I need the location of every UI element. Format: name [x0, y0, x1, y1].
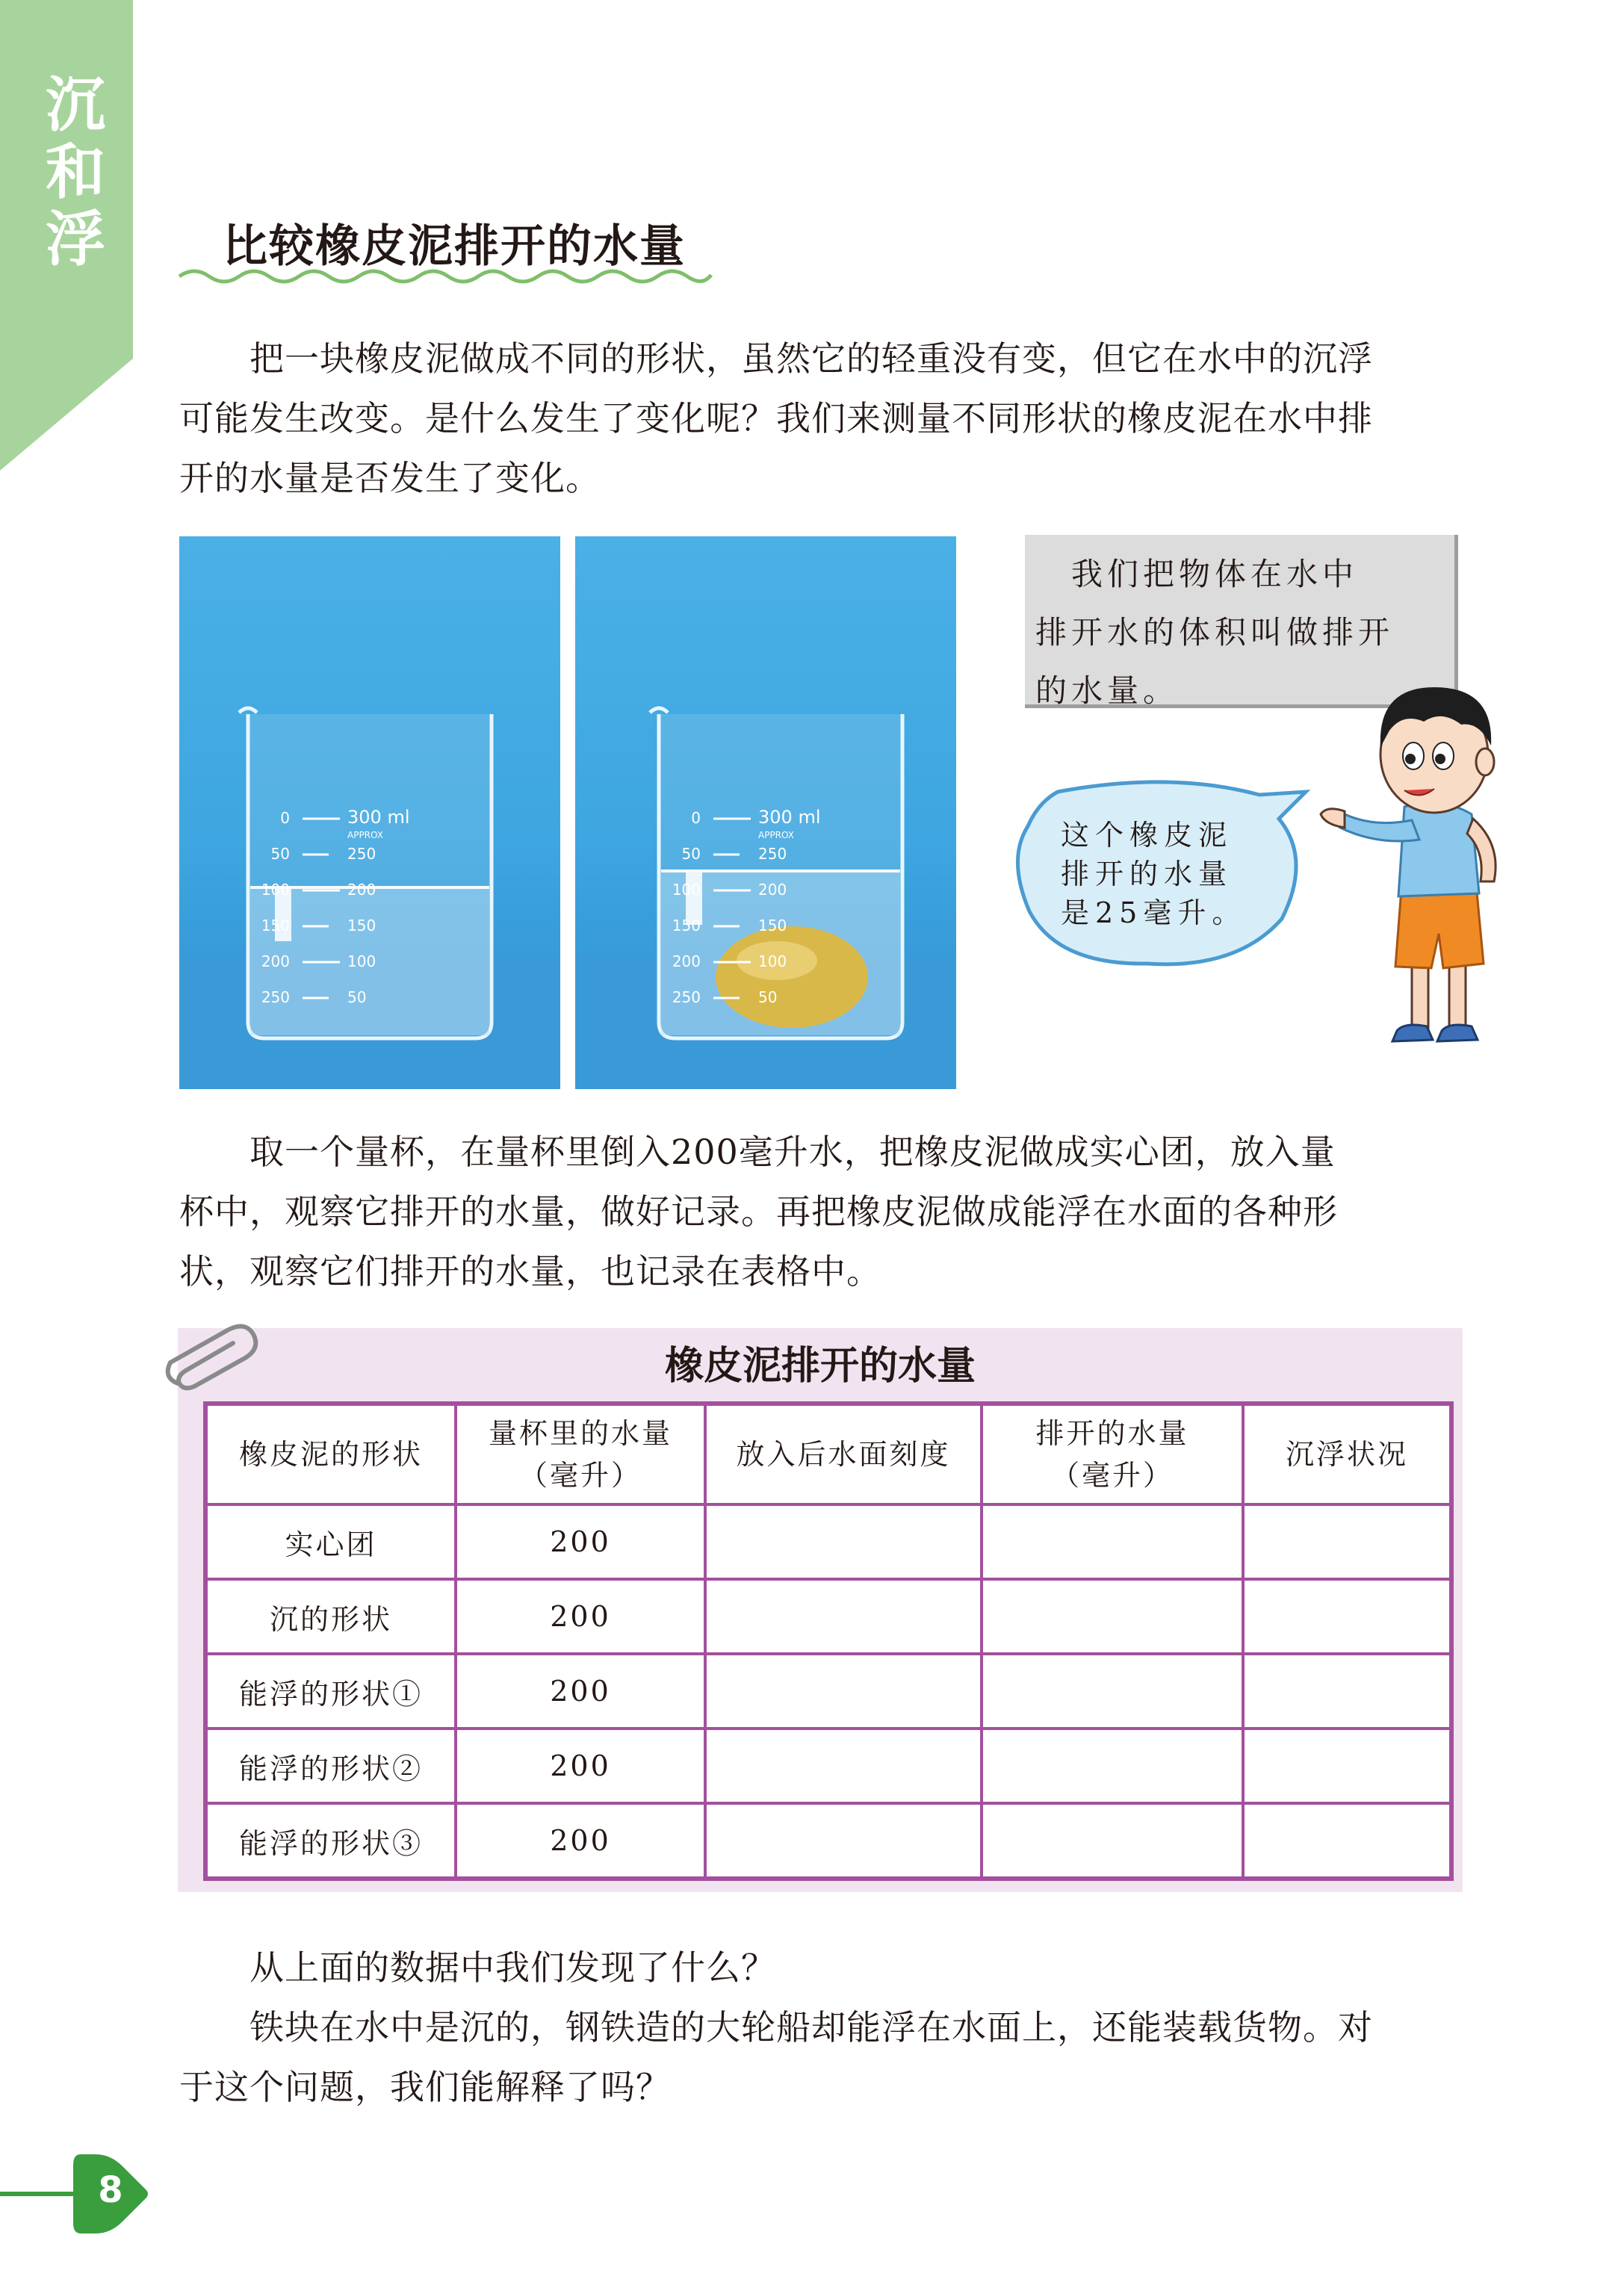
scale-approx-label: APPROX: [758, 830, 794, 840]
chapter-tab-char: 浮: [46, 205, 105, 274]
header-text: 量杯里的水量: [488, 1417, 672, 1450]
header-unit: （毫升）: [518, 1459, 642, 1492]
cell-water: 200: [456, 1504, 705, 1579]
scale-left-label: 250: [261, 988, 290, 1006]
scale-right-label: 200: [758, 881, 787, 899]
cell-float-sink[interactable]: [1243, 1504, 1451, 1579]
header-unit: （毫升）: [1050, 1459, 1174, 1492]
cell-level[interactable]: [705, 1579, 982, 1654]
scale-left-label: 200: [261, 952, 290, 970]
cell-level[interactable]: [705, 1654, 982, 1729]
cell-water: 200: [456, 1579, 705, 1654]
note-line: 我们把物体在水中: [1035, 556, 1359, 592]
intro-line: 开的水量是否发生了变化。: [179, 458, 601, 498]
scale-left-label: 0: [280, 809, 290, 827]
cell-level[interactable]: [705, 1803, 982, 1879]
scale-right-label: 150: [347, 917, 376, 934]
scale-left-label: 100: [261, 881, 290, 899]
cartoon-boy: [1315, 657, 1546, 1076]
table-row: [205, 1729, 1451, 1803]
scale-left-label: 150: [672, 917, 701, 934]
closing-line: 铁块在水中是沉的，钢铁造的大轮船却能浮在水面上，还能装载货物。对: [179, 2007, 1373, 2047]
chapter-tab-char: 沉: [46, 70, 105, 140]
cell-shape: 能浮的形状①: [205, 1654, 456, 1729]
table-title: 橡皮泥排开的水量: [664, 1344, 976, 1389]
title-underline-wave: [176, 263, 714, 285]
procedure-paragraph: [179, 1122, 1479, 1301]
cell-float-sink[interactable]: [1243, 1654, 1451, 1729]
note-line: 的水量。: [1035, 672, 1180, 709]
cell-shape: 能浮的形状②: [205, 1729, 456, 1803]
scale-ml-label: 300 ml: [347, 807, 410, 828]
scale-right-label: 250: [758, 845, 787, 863]
header-text: 橡皮泥的形状: [238, 1438, 423, 1471]
intro-paragraph: [179, 329, 1479, 508]
scale-left-label: 200: [672, 952, 701, 970]
cell-float-sink[interactable]: [1243, 1729, 1451, 1803]
data-table: [203, 1401, 1454, 1881]
cell-water: 200: [456, 1803, 705, 1879]
cell-displaced[interactable]: [982, 1803, 1243, 1879]
side-tab-corner: [0, 359, 133, 471]
scale-right-label: 200: [347, 881, 376, 899]
header-text: 排开的水量: [1035, 1417, 1189, 1450]
bubble-line: 这个橡皮泥: [1061, 819, 1233, 852]
scale-ml-label: 300 ml: [758, 807, 821, 828]
cell-float-sink[interactable]: [1243, 1803, 1451, 1879]
scale-left-label: 250: [672, 988, 701, 1006]
closing-line: 于这个问题，我们能解释了吗？: [179, 2067, 671, 2107]
scale-right-label: 150: [758, 917, 787, 934]
beaker-water-illustration: [179, 536, 560, 1089]
cell-level[interactable]: [705, 1729, 982, 1803]
procedure-line: 杯中，观察它排开的水量，做好记录。再把橡皮泥做成能浮在水面的各种形: [179, 1191, 1338, 1232]
table-row: [205, 1803, 1451, 1879]
scale-right-label: 250: [347, 845, 376, 863]
beaker-photo-clay: [575, 536, 956, 1089]
page-number: 8: [98, 2169, 123, 2211]
header-text: 沉浮状况: [1285, 1438, 1408, 1471]
closing-line: 从上面的数据中我们发现了什么？: [179, 1947, 776, 1988]
cell-displaced[interactable]: [982, 1729, 1243, 1803]
closing-paragraph: [179, 1938, 1479, 2117]
beaker-photo-water: [179, 536, 560, 1089]
scale-left-label: 50: [681, 845, 701, 863]
table-row: [205, 1654, 1451, 1729]
bubble-line: 是25毫升。: [1061, 896, 1247, 929]
scale-left-label: 50: [270, 845, 290, 863]
scale-left-label: 100: [672, 881, 701, 899]
note-line: 排开水的体积叫做排开: [1035, 614, 1395, 651]
intro-line: 把一块橡皮泥做成不同的形状，虽然它的轻重没有变，但它在水中的沉浮: [179, 338, 1373, 379]
bubble-line: 排开的水量: [1061, 858, 1233, 890]
scale-right-label: 50: [758, 988, 778, 1006]
cell-level[interactable]: [705, 1504, 982, 1579]
header-water: [456, 1404, 705, 1504]
cell-displaced[interactable]: [982, 1504, 1243, 1579]
table-row: [205, 1504, 1451, 1579]
table-row: [205, 1579, 1451, 1654]
scale-left-label: 0: [691, 809, 701, 827]
table-header-row: [205, 1404, 1451, 1504]
cell-water: 200: [456, 1729, 705, 1803]
procedure-line: 状，观察它们排开的水量，也记录在表格中。: [179, 1251, 881, 1292]
intro-line: 可能发生改变。是什么发生了变化呢？我们来测量不同形状的橡皮泥在水中排: [179, 398, 1373, 438]
procedure-line: 取一个量杯，在量杯里倒入200毫升水，把橡皮泥做成实心团，放入量: [179, 1132, 1336, 1172]
scale-approx-label: APPROX: [347, 830, 383, 840]
chapter-tab-label: [42, 72, 109, 273]
scale-right-label: 100: [347, 952, 376, 970]
header-float-sink: [1243, 1404, 1451, 1504]
beaker-clay-illustration: [575, 536, 956, 1089]
scale-left-label: 150: [261, 917, 290, 934]
section-title: 比较橡皮泥排开的水量: [223, 220, 686, 273]
cell-float-sink[interactable]: [1243, 1579, 1451, 1654]
chapter-tab-char: 和: [46, 137, 105, 207]
cell-displaced[interactable]: [982, 1654, 1243, 1729]
cell-displaced[interactable]: [982, 1579, 1243, 1654]
speech-bubble-text: [1061, 816, 1315, 932]
scale-right-label: 100: [758, 952, 787, 970]
header-displaced: [982, 1404, 1243, 1504]
cell-water: 200: [456, 1654, 705, 1729]
header-level: [705, 1404, 982, 1504]
cell-shape: 能浮的形状③: [205, 1803, 456, 1879]
header-text: 放入后水面刻度: [736, 1438, 951, 1471]
cell-shape: 实心团: [205, 1504, 456, 1579]
scale-right-label: 50: [347, 988, 367, 1006]
cell-shape: 沉的形状: [205, 1579, 456, 1654]
header-shape: [205, 1404, 456, 1504]
